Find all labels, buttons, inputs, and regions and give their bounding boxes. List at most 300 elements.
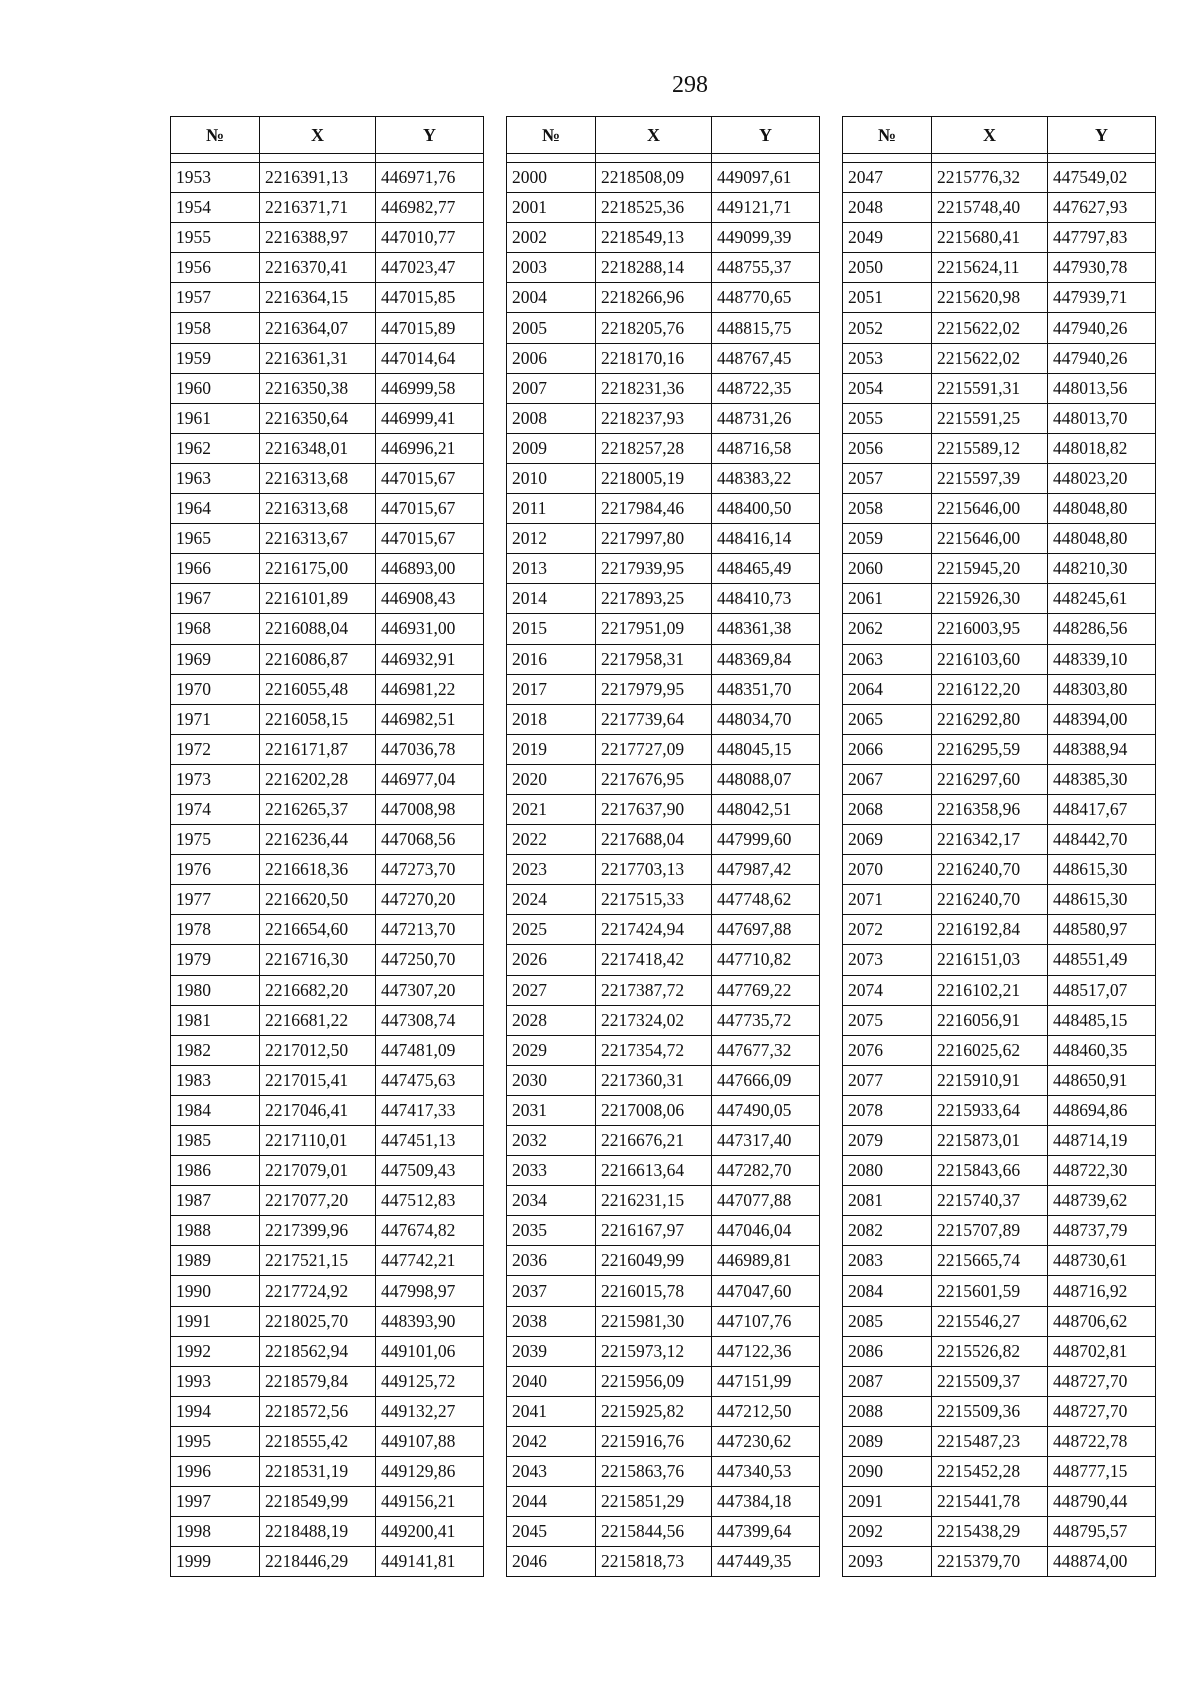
table-row (843, 1246, 1156, 1276)
x-coordinate-cell: 2218549,13 (596, 223, 712, 253)
x-coordinate-cell: 2217046,41 (260, 1095, 376, 1125)
y-coordinate-cell: 448517,07 (1048, 975, 1156, 1005)
x-coordinate-cell: 2217515,33 (596, 885, 712, 915)
table-row (507, 825, 820, 855)
spacer-cell (932, 154, 1048, 163)
x-coordinate-cell: 2216350,38 (260, 373, 376, 403)
table-row (843, 1156, 1156, 1186)
table-row (171, 1547, 484, 1577)
table-row (171, 584, 484, 614)
x-coordinate-cell: 2215597,39 (932, 463, 1048, 493)
y-coordinate-cell: 447008,98 (376, 794, 484, 824)
point-number-cell: 1980 (171, 975, 260, 1005)
point-number-cell: 2091 (843, 1487, 932, 1517)
table-row (843, 584, 1156, 614)
table-row (843, 313, 1156, 343)
point-number-cell: 1977 (171, 885, 260, 915)
table-row (171, 343, 484, 373)
x-coordinate-cell: 2217637,90 (596, 794, 712, 824)
table-row (843, 1396, 1156, 1426)
y-coordinate-cell: 448716,92 (1048, 1276, 1156, 1306)
y-coordinate-cell: 447317,40 (712, 1126, 820, 1156)
y-coordinate-cell: 448722,35 (712, 373, 820, 403)
point-number-cell: 1969 (171, 644, 260, 674)
point-number-cell: 2045 (507, 1517, 596, 1547)
point-number-cell: 2089 (843, 1426, 932, 1456)
x-coordinate-cell: 2216056,91 (932, 1005, 1048, 1035)
table-row (507, 373, 820, 403)
x-coordinate-cell: 2215740,37 (932, 1186, 1048, 1216)
point-number-cell: 1990 (171, 1276, 260, 1306)
point-number-cell: 2054 (843, 373, 932, 403)
point-number-cell: 2053 (843, 343, 932, 373)
y-coordinate-cell: 447015,89 (376, 313, 484, 343)
x-coordinate-cell: 2216716,30 (260, 945, 376, 975)
table-row (843, 1095, 1156, 1125)
table-row (843, 764, 1156, 794)
table-row (843, 554, 1156, 584)
table-row (843, 1126, 1156, 1156)
x-coordinate-cell: 2216654,60 (260, 915, 376, 945)
table-row (843, 1186, 1156, 1216)
x-coordinate-cell: 2216086,87 (260, 644, 376, 674)
table-row (171, 554, 484, 584)
y-coordinate-cell: 447748,62 (712, 885, 820, 915)
table-row (507, 343, 820, 373)
table-row (507, 1517, 820, 1547)
x-coordinate-cell: 2215665,74 (932, 1246, 1048, 1276)
table-row (507, 674, 820, 704)
y-coordinate-cell: 448551,49 (1048, 945, 1156, 975)
point-number-cell: 1988 (171, 1216, 260, 1246)
point-number-cell: 1955 (171, 223, 260, 253)
y-coordinate-cell: 447015,67 (376, 524, 484, 554)
y-coordinate-cell: 447999,60 (712, 825, 820, 855)
table-row (843, 1216, 1156, 1246)
x-coordinate-cell: 2215916,76 (596, 1426, 712, 1456)
y-coordinate-cell: 447930,78 (1048, 253, 1156, 283)
point-number-cell: 2029 (507, 1035, 596, 1065)
point-number-cell: 2005 (507, 313, 596, 343)
table-row (843, 1005, 1156, 1035)
y-coordinate-cell: 448416,14 (712, 524, 820, 554)
table-row (507, 403, 820, 433)
x-coordinate-cell: 2217703,13 (596, 855, 712, 885)
x-coordinate-cell: 2217079,01 (260, 1156, 376, 1186)
point-number-cell: 2021 (507, 794, 596, 824)
point-number-cell: 1962 (171, 433, 260, 463)
point-number-cell: 2013 (507, 554, 596, 584)
table-row (843, 1366, 1156, 1396)
table-row (843, 1035, 1156, 1065)
spacer-cell (376, 154, 484, 163)
y-coordinate-cell: 446893,00 (376, 554, 484, 584)
y-coordinate-cell: 447475,63 (376, 1065, 484, 1095)
y-coordinate-cell: 448013,70 (1048, 403, 1156, 433)
table-row (843, 343, 1156, 373)
table-row (507, 885, 820, 915)
x-coordinate-cell: 2215945,20 (932, 554, 1048, 584)
table-row (171, 764, 484, 794)
page-number: 298 (672, 72, 708, 98)
point-number-cell: 1954 (171, 193, 260, 223)
x-coordinate-cell: 2216364,07 (260, 313, 376, 343)
x-coordinate-cell: 2215680,41 (932, 223, 1048, 253)
x-coordinate-cell: 2217984,46 (596, 494, 712, 524)
point-number-cell: 1956 (171, 253, 260, 283)
table-row (171, 163, 484, 193)
x-coordinate-cell: 2218525,36 (596, 193, 712, 223)
y-coordinate-cell: 448045,15 (712, 734, 820, 764)
x-coordinate-cell: 2215956,09 (596, 1366, 712, 1396)
point-number-cell: 2056 (843, 433, 932, 463)
point-number-cell: 2010 (507, 463, 596, 493)
point-number-cell: 1992 (171, 1336, 260, 1366)
y-coordinate-cell: 448485,15 (1048, 1005, 1156, 1035)
x-coordinate-cell: 2217077,20 (260, 1186, 376, 1216)
y-coordinate-cell: 447273,70 (376, 855, 484, 885)
x-coordinate-cell: 2215624,11 (932, 253, 1048, 283)
y-coordinate-cell: 447490,05 (712, 1095, 820, 1125)
table-row (843, 915, 1156, 945)
table-row (843, 223, 1156, 253)
y-coordinate-cell: 447010,77 (376, 223, 484, 253)
point-number-cell: 2007 (507, 373, 596, 403)
table-row (171, 644, 484, 674)
x-coordinate-cell: 2217015,41 (260, 1065, 376, 1095)
point-number-cell: 1976 (171, 855, 260, 885)
y-coordinate-cell: 447677,32 (712, 1035, 820, 1065)
point-number-cell: 1966 (171, 554, 260, 584)
x-coordinate-cell: 2215487,23 (932, 1426, 1048, 1456)
table-row (843, 283, 1156, 313)
table-row (171, 945, 484, 975)
y-coordinate-cell: 447697,88 (712, 915, 820, 945)
point-number-cell: 1959 (171, 343, 260, 373)
x-coordinate-cell: 2216231,15 (596, 1186, 712, 1216)
x-coordinate-cell: 2216102,21 (932, 975, 1048, 1005)
x-coordinate-cell: 2216088,04 (260, 614, 376, 644)
x-coordinate-cell: 2215379,70 (932, 1547, 1048, 1577)
x-coordinate-cell: 2216240,70 (932, 885, 1048, 915)
y-coordinate-cell: 447068,56 (376, 825, 484, 855)
point-number-cell: 2070 (843, 855, 932, 885)
x-coordinate-cell: 2217958,31 (596, 644, 712, 674)
y-coordinate-cell: 448388,94 (1048, 734, 1156, 764)
table-row (843, 825, 1156, 855)
x-coordinate-cell: 2215452,28 (932, 1457, 1048, 1487)
point-number-cell: 2001 (507, 193, 596, 223)
x-coordinate-cell: 2218488,19 (260, 1517, 376, 1547)
x-coordinate-cell: 2216313,68 (260, 494, 376, 524)
point-number-cell: 2072 (843, 915, 932, 945)
x-coordinate-cell: 2217739,64 (596, 704, 712, 734)
x-coordinate-cell: 2216295,59 (932, 734, 1048, 764)
table-row (171, 1336, 484, 1366)
x-coordinate-cell: 2216682,20 (260, 975, 376, 1005)
x-coordinate-cell: 2216003,95 (932, 614, 1048, 644)
y-coordinate-cell: 447797,83 (1048, 223, 1156, 253)
coordinate-table-1 (170, 116, 484, 1577)
table-row (507, 644, 820, 674)
x-coordinate-cell: 2217939,95 (596, 554, 712, 584)
y-coordinate-cell: 448615,30 (1048, 855, 1156, 885)
y-coordinate-cell: 448716,58 (712, 433, 820, 463)
y-coordinate-cell: 447549,02 (1048, 163, 1156, 193)
y-coordinate-cell: 448210,30 (1048, 554, 1156, 584)
y-coordinate-cell: 447036,78 (376, 734, 484, 764)
point-number-cell: 2049 (843, 223, 932, 253)
table-row (171, 373, 484, 403)
x-coordinate-cell: 2215818,73 (596, 1547, 712, 1577)
table-row (507, 1396, 820, 1426)
x-coordinate-cell: 2215843,66 (932, 1156, 1048, 1186)
table-row (507, 1306, 820, 1336)
y-coordinate-cell: 449121,71 (712, 193, 820, 223)
point-number-cell: 1975 (171, 825, 260, 855)
point-number-cell: 2044 (507, 1487, 596, 1517)
point-number-cell: 1957 (171, 283, 260, 313)
x-coordinate-cell: 2215910,91 (932, 1065, 1048, 1095)
x-coordinate-cell: 2217012,50 (260, 1035, 376, 1065)
y-coordinate-cell: 447674,82 (376, 1216, 484, 1246)
x-coordinate-cell: 2216015,78 (596, 1276, 712, 1306)
x-coordinate-cell: 2215438,29 (932, 1517, 1048, 1547)
x-coordinate-cell: 2215933,64 (932, 1095, 1048, 1125)
y-coordinate-cell: 447742,21 (376, 1246, 484, 1276)
point-number-cell: 1958 (171, 313, 260, 343)
table-row (507, 1246, 820, 1276)
point-number-cell: 1973 (171, 764, 260, 794)
point-number-cell: 2062 (843, 614, 932, 644)
x-coordinate-cell: 2216175,00 (260, 554, 376, 584)
table-row (507, 1126, 820, 1156)
table-row (843, 975, 1156, 1005)
table-row (507, 313, 820, 343)
table-row (507, 1366, 820, 1396)
y-coordinate-cell: 448013,56 (1048, 373, 1156, 403)
y-coordinate-cell: 447627,93 (1048, 193, 1156, 223)
y-coordinate-cell: 448722,78 (1048, 1426, 1156, 1456)
y-coordinate-cell: 449156,21 (376, 1487, 484, 1517)
table-row (171, 794, 484, 824)
table-row (171, 674, 484, 704)
y-coordinate-cell: 447308,74 (376, 1005, 484, 1035)
x-coordinate-cell: 2216240,70 (932, 855, 1048, 885)
point-number-cell: 2027 (507, 975, 596, 1005)
x-coordinate-cell: 2218257,28 (596, 433, 712, 463)
point-number-cell: 2020 (507, 764, 596, 794)
point-number-cell: 2015 (507, 614, 596, 644)
y-coordinate-cell: 447417,33 (376, 1095, 484, 1125)
header-y: Y (376, 117, 484, 154)
x-coordinate-cell: 2215973,12 (596, 1336, 712, 1366)
y-coordinate-cell: 447481,09 (376, 1035, 484, 1065)
point-number-cell: 2019 (507, 734, 596, 764)
table-row (843, 1306, 1156, 1336)
spacer-cell (843, 154, 932, 163)
point-number-cell: 1972 (171, 734, 260, 764)
x-coordinate-cell: 2215844,56 (596, 1517, 712, 1547)
table-row (507, 915, 820, 945)
x-coordinate-cell: 2216167,97 (596, 1216, 712, 1246)
y-coordinate-cell: 448245,61 (1048, 584, 1156, 614)
table-row (843, 945, 1156, 975)
x-coordinate-cell: 2215591,31 (932, 373, 1048, 403)
table-row (171, 915, 484, 945)
x-coordinate-cell: 2216676,21 (596, 1126, 712, 1156)
y-coordinate-cell: 447015,67 (376, 463, 484, 493)
point-number-cell: 2026 (507, 945, 596, 975)
x-coordinate-cell: 2218170,16 (596, 343, 712, 373)
x-coordinate-cell: 2215509,37 (932, 1366, 1048, 1396)
table-row (843, 1276, 1156, 1306)
y-coordinate-cell: 448393,90 (376, 1306, 484, 1336)
spacer-cell (171, 154, 260, 163)
point-number-cell: 1997 (171, 1487, 260, 1517)
point-number-cell: 2012 (507, 524, 596, 554)
x-coordinate-cell: 2216313,67 (260, 524, 376, 554)
table-row (171, 463, 484, 493)
x-coordinate-cell: 2218579,84 (260, 1366, 376, 1396)
y-coordinate-cell: 447282,70 (712, 1156, 820, 1186)
table-row (171, 1366, 484, 1396)
spacer-cell (712, 154, 820, 163)
y-coordinate-cell: 449097,61 (712, 163, 820, 193)
x-coordinate-cell: 2217360,31 (596, 1065, 712, 1095)
x-coordinate-cell: 2216388,97 (260, 223, 376, 253)
x-coordinate-cell: 2215591,25 (932, 403, 1048, 433)
y-coordinate-cell: 448369,84 (712, 644, 820, 674)
table-row (171, 614, 484, 644)
table-row (507, 163, 820, 193)
y-coordinate-cell: 447449,35 (712, 1547, 820, 1577)
y-coordinate-cell: 448731,26 (712, 403, 820, 433)
y-coordinate-cell: 448737,79 (1048, 1216, 1156, 1246)
x-coordinate-cell: 2217354,72 (596, 1035, 712, 1065)
x-coordinate-cell: 2218237,93 (596, 403, 712, 433)
x-coordinate-cell: 2216192,84 (932, 915, 1048, 945)
table-row (507, 283, 820, 313)
x-coordinate-cell: 2217727,09 (596, 734, 712, 764)
y-coordinate-cell: 446999,58 (376, 373, 484, 403)
y-coordinate-cell: 448727,70 (1048, 1366, 1156, 1396)
table-row (507, 1156, 820, 1186)
table-row (507, 463, 820, 493)
x-coordinate-cell: 2216025,62 (932, 1035, 1048, 1065)
point-number-cell: 1999 (171, 1547, 260, 1577)
y-coordinate-cell: 447250,70 (376, 945, 484, 975)
point-number-cell: 2077 (843, 1065, 932, 1095)
x-coordinate-cell: 2217893,25 (596, 584, 712, 614)
y-coordinate-cell: 449125,72 (376, 1366, 484, 1396)
y-coordinate-cell: 448722,30 (1048, 1156, 1156, 1186)
point-number-cell: 1989 (171, 1246, 260, 1276)
point-number-cell: 1996 (171, 1457, 260, 1487)
header-number: № (507, 117, 596, 154)
y-coordinate-cell: 448286,56 (1048, 614, 1156, 644)
x-coordinate-cell: 2216058,15 (260, 704, 376, 734)
y-coordinate-cell: 448048,80 (1048, 524, 1156, 554)
y-coordinate-cell: 448702,81 (1048, 1336, 1156, 1366)
y-coordinate-cell: 447047,60 (712, 1276, 820, 1306)
point-number-cell: 1987 (171, 1186, 260, 1216)
y-coordinate-cell: 448767,45 (712, 343, 820, 373)
point-number-cell: 2082 (843, 1216, 932, 1246)
table-row (507, 524, 820, 554)
point-number-cell: 1963 (171, 463, 260, 493)
x-coordinate-cell: 2215646,00 (932, 494, 1048, 524)
y-coordinate-cell: 446932,91 (376, 644, 484, 674)
point-number-cell: 1961 (171, 403, 260, 433)
point-number-cell: 1971 (171, 704, 260, 734)
table-row (507, 223, 820, 253)
table-row (843, 855, 1156, 885)
point-number-cell: 1986 (171, 1156, 260, 1186)
point-number-cell: 2008 (507, 403, 596, 433)
y-coordinate-cell: 448023,20 (1048, 463, 1156, 493)
point-number-cell: 2041 (507, 1396, 596, 1426)
y-coordinate-cell: 448777,15 (1048, 1457, 1156, 1487)
y-coordinate-cell: 448465,49 (712, 554, 820, 584)
table-row (171, 1156, 484, 1186)
table-row (507, 764, 820, 794)
y-coordinate-cell: 446977,04 (376, 764, 484, 794)
y-coordinate-cell: 448034,70 (712, 704, 820, 734)
table-row (507, 1186, 820, 1216)
point-number-cell: 2032 (507, 1126, 596, 1156)
table-row (171, 1276, 484, 1306)
point-number-cell: 2085 (843, 1306, 932, 1336)
point-number-cell: 2025 (507, 915, 596, 945)
x-coordinate-cell: 2215441,78 (932, 1487, 1048, 1517)
point-number-cell: 2093 (843, 1547, 932, 1577)
y-coordinate-cell: 447077,88 (712, 1186, 820, 1216)
table-row (843, 253, 1156, 283)
point-number-cell: 2063 (843, 644, 932, 674)
x-coordinate-cell: 2216292,80 (932, 704, 1048, 734)
table-row (507, 554, 820, 584)
y-coordinate-cell: 447666,09 (712, 1065, 820, 1095)
table-row (507, 1547, 820, 1577)
x-coordinate-cell: 2216361,31 (260, 343, 376, 373)
table-row (507, 1487, 820, 1517)
x-coordinate-cell: 2215926,30 (932, 584, 1048, 614)
point-number-cell: 1995 (171, 1426, 260, 1456)
point-number-cell: 2017 (507, 674, 596, 704)
table-row (507, 1426, 820, 1456)
x-coordinate-cell: 2215873,01 (932, 1126, 1048, 1156)
point-number-cell: 2088 (843, 1396, 932, 1426)
table-row (171, 433, 484, 463)
x-coordinate-cell: 2216681,22 (260, 1005, 376, 1035)
header-x: X (596, 117, 712, 154)
point-number-cell: 2048 (843, 193, 932, 223)
y-coordinate-cell: 448727,70 (1048, 1396, 1156, 1426)
y-coordinate-cell: 447107,76 (712, 1306, 820, 1336)
y-coordinate-cell: 448361,38 (712, 614, 820, 644)
header-y: Y (1048, 117, 1156, 154)
x-coordinate-cell: 2216202,28 (260, 764, 376, 794)
point-number-cell: 2092 (843, 1517, 932, 1547)
y-coordinate-cell: 448739,62 (1048, 1186, 1156, 1216)
y-coordinate-cell: 448400,50 (712, 494, 820, 524)
y-coordinate-cell: 448042,51 (712, 794, 820, 824)
y-coordinate-cell: 447987,42 (712, 855, 820, 885)
y-coordinate-cell: 449099,39 (712, 223, 820, 253)
x-coordinate-cell: 2216620,50 (260, 885, 376, 915)
point-number-cell: 2083 (843, 1246, 932, 1276)
